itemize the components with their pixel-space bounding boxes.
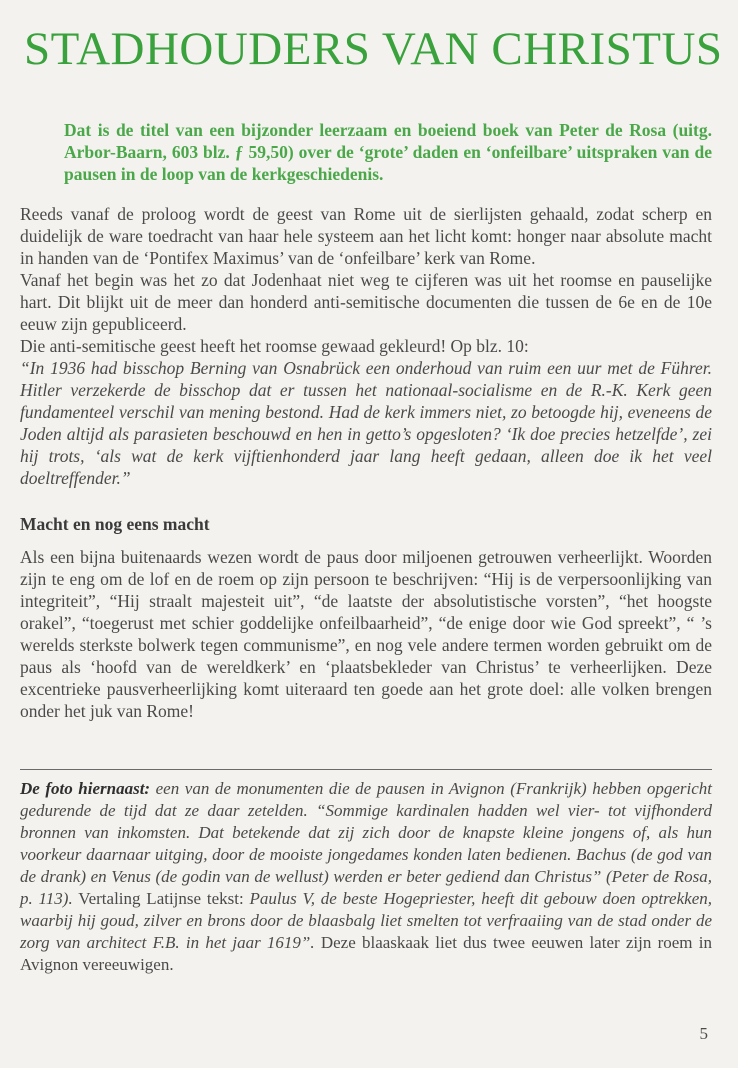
caption-lead: De foto hiernaast: bbox=[20, 779, 151, 798]
paragraph-proloog: Reeds vanaf de proloog wordt de geest van Rome uit de sierlijsten gehaald, zodat scherp en duidelijk de ware toedracht van haar hele systeem aan het licht komt: honger naar absolute macht in handen van de ‘Pontifex Maximus’ van de ‘onfeilbare’ kerk van Rome. bbox=[20, 204, 712, 268]
caption-italic-2: Paulus V, de beste Hogepriester, heeft dit gebouw doen optrekken, waarbij hij goud, zilver en brons door de blaasbalg liet smelten tot verfraaiing van de stad onder de zorg van architect F.B. in het jaar 1619”. bbox=[20, 889, 712, 952]
photo-caption bbox=[20, 778, 712, 976]
caption-italic-1: een van de monumenten die de pausen in Avignon (Frankrijk) hebben opgericht gedurende de tijd dat ze daar zetelden. “Sommige kardinalen hadden wel vier- tot vijfhonderd bronnen van inkomsten. Dat betekende dat zij zich door de knapste kleine jongens of, als hun voorkeur daarnaar uitging, door de mooiste jongedames konden laten bedienen. Bachus (de god van de drank) en Venus (de godin van de wellust) werden er beter gediend dan Christus” (Peter de Rosa, p. 113). bbox=[20, 779, 713, 908]
section-macht bbox=[20, 546, 712, 722]
divider-line bbox=[20, 769, 712, 770]
intro-paragraph: Dat is de titel van een bijzonder leerzaam en boeiend boek van Peter de Rosa (uitg. Arbor-Baarn, 603 blz. ƒ 59,50) over de ‘grote’ daden en ‘onfeilbare’ uitspraken van de pausen in de loop van de kerkgeschiedenis. bbox=[64, 120, 712, 184]
paragraph-jodenhaat: Vanaf het begin was het zo dat Jodenhaat niet weg te cijferen was uit het roomse en pauselijke hart. Dit blijkt uit de meer dan honderd anti-semitische documenten die tussen de 6e en de 10e eeuw zijn gepubliceerd. bbox=[20, 270, 712, 334]
page-title: STADHOUDERS VAN CHRISTUS bbox=[24, 23, 723, 75]
quote-hitler: “In 1936 had bisschop Berning van Osnabrück een onderhoud van ruim een uur met de Führer. Hitler verzekerde de bisschop dat er tussen het nationaal-socialisme en de R.-K. Kerk geen fundamenteel verschil van mening bestond. Had de kerk immers niet, zo betoogde hij, eveneens de Joden altijd als parasieten beschouwd en hen in getto’s opgesloten? ‘Ik doe precies hetzelfde’, zei hij trots, ‘als wat de kerk vijftienhonderd jaar lang heeft gedaan, alleen doe ik het veel doeltreffender.” bbox=[20, 358, 712, 488]
paragraph-pausverheerlijking: Als een bijna buitenaards wezen wordt de paus door miljoenen getrouwen verheerlijkt. Woorden zijn te eng om de lof en de roem op zijn persoon te beschrijven: “Hij is de verpersoonlijking van integriteit”, “Hij straalt majesteit uit”, “de laatste der absolutistische vorsten”, “het hoogste orakel”, “toegerust met schier goddelijke onfeilbaarheid”, “de enige door wie God spreekt”, “ ’s werelds sterkste bolwerk tegen communisme”, en nog vele andere termen worden gebruikt om de paus als ‘hoofd van de wereldkerk’ en ‘plaatsbekleder van Christus’ te verheerlijken. Deze excentrieke pausverheerlijking komt uiteraard ten goede aan het grote doel: alle volken brengen onder het juk van Rome! bbox=[20, 547, 712, 721]
section-heading: Macht en nog eens macht bbox=[20, 514, 210, 534]
page-number: 5 bbox=[699, 1024, 708, 1043]
caption-plain-1: Vertaling Latijnse tekst: bbox=[72, 889, 250, 908]
paragraph-anti-semitische-geest: Die anti-semitische geest heeft het roomse gewaad gekleurd! Op blz. 10: bbox=[20, 336, 529, 356]
section-book-review bbox=[20, 203, 712, 489]
caption-plain-2: Deze blaaskaak liet dus twee eeuwen later zijn roem in Avignon vereeuwigen. bbox=[20, 933, 712, 974]
